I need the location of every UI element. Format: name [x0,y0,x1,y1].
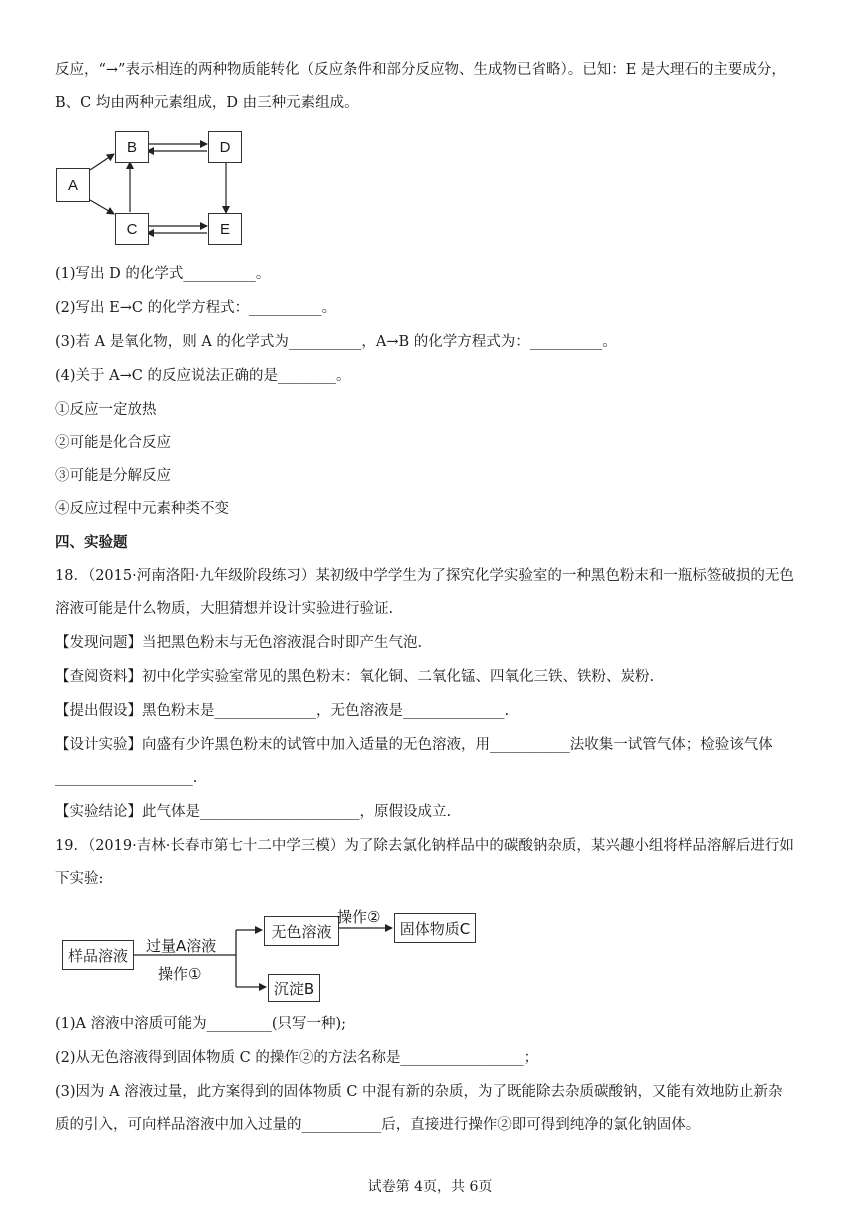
q18-hypothesis: 【提出假设】黑色粉末是______________，无色溶液是______________. [55,703,510,719]
node-c: C [115,213,149,245]
q18-conclusion: 【实验结论】此气体是______________________，原假设成立. [55,804,452,820]
node-d: D [208,131,242,163]
q18-line-1: 18．（2015·河南洛阳·九年级阶段练习）某初级中学学生为了探究化学实验室的一种黑色粉末和一瓶标签破损的无色 [55,568,794,584]
node-e: E [208,213,242,245]
q17-part3: (3)若 A 是氧化物，则 A 的化学式为__________，A→B 的化学方程式为：__________。 [55,334,617,350]
section-heading: 四、实验题 [55,535,128,551]
flow-solid-box: 固体物质C [394,913,476,943]
flow-sample-box: 样品溶液 [62,940,134,970]
page-footer: 试卷第 4页，共 6页 [367,1179,493,1195]
q17-option-4: ④反应过程中元素种类不变 [55,501,229,517]
q17-part1: (1)写出 D 的化学式__________。 [55,266,271,282]
q18-discover: 【发现问题】当把黑色粉末与无色溶液混合时即产生气泡. [55,635,423,651]
node-b: B [115,131,149,163]
node-a: A [56,168,90,202]
q18-design-cont: ___________________. [55,770,198,786]
q17-part4: (4)关于 A→C 的反应说法正确的是________。 [55,368,351,384]
flow-precipitate-box: 沉淀B [268,974,320,1002]
flow-op2-label: 操作② [337,908,381,926]
q17-option-1: ①反应一定放热 [55,402,157,418]
flow-op1-label: 操作① [158,965,202,983]
q19-part1: (1)A 溶液中溶质可能为_________(只写一种); [55,1016,347,1032]
q17-option-2: ②可能是化合反应 [55,435,171,451]
q17-part2: (2)写出 E→C 的化学方程式：__________。 [55,300,337,316]
intro-line-1: 反应，“→”表示相连的两种物质能转化（反应条件和部分反应物、生成物已省略）。已知：E 是大理石的主要成分， [55,62,786,78]
q18-line-2: 溶液可能是什么物质，大胆猜想并设计实验进行验证. [55,601,394,617]
flow-colorless-box: 无色溶液 [264,916,339,946]
q19-part3-line-2: 质的引入，可向样品溶液中加入过量的___________后，直接进行操作②即可得到纯净的氯化钠固体。 [55,1117,701,1133]
flow-reagent-label: 过量A溶液 [146,937,217,955]
q17-option-3: ③可能是分解反应 [55,468,171,484]
q19-part2: (2)从无色溶液得到固体物质 C 的操作②的方法名称是_________________； [55,1050,539,1066]
q19-part3-line-1: (3)因为 A 溶液过量，此方案得到的固体物质 C 中混有新的杂质，为了既能除去杂质碳酸钠，又能有效地防止新杂 [55,1084,783,1100]
q18-design: 【设计实验】向盛有少许黑色粉末的试管中加入适量的无色溶液，用___________法收集一试管气体；检验该气体 [55,737,773,753]
q19-line-2: 下实验: [55,871,104,887]
intro-line-2: B、C 均由两种元素组成，D 由三种元素组成。 [55,95,359,111]
q18-reference: 【查阅资料】初中化学实验室常见的黑色粉末：氧化铜、二氧化锰、四氧化三铁、铁粉、炭粉. [55,669,655,685]
q19-line-1: 19．（2019·吉林·长春市第七十二中学三模）为了除去氯化钠样品中的碳酸钠杂质，某兴趣小组将样品溶解后进行如 [55,838,794,854]
